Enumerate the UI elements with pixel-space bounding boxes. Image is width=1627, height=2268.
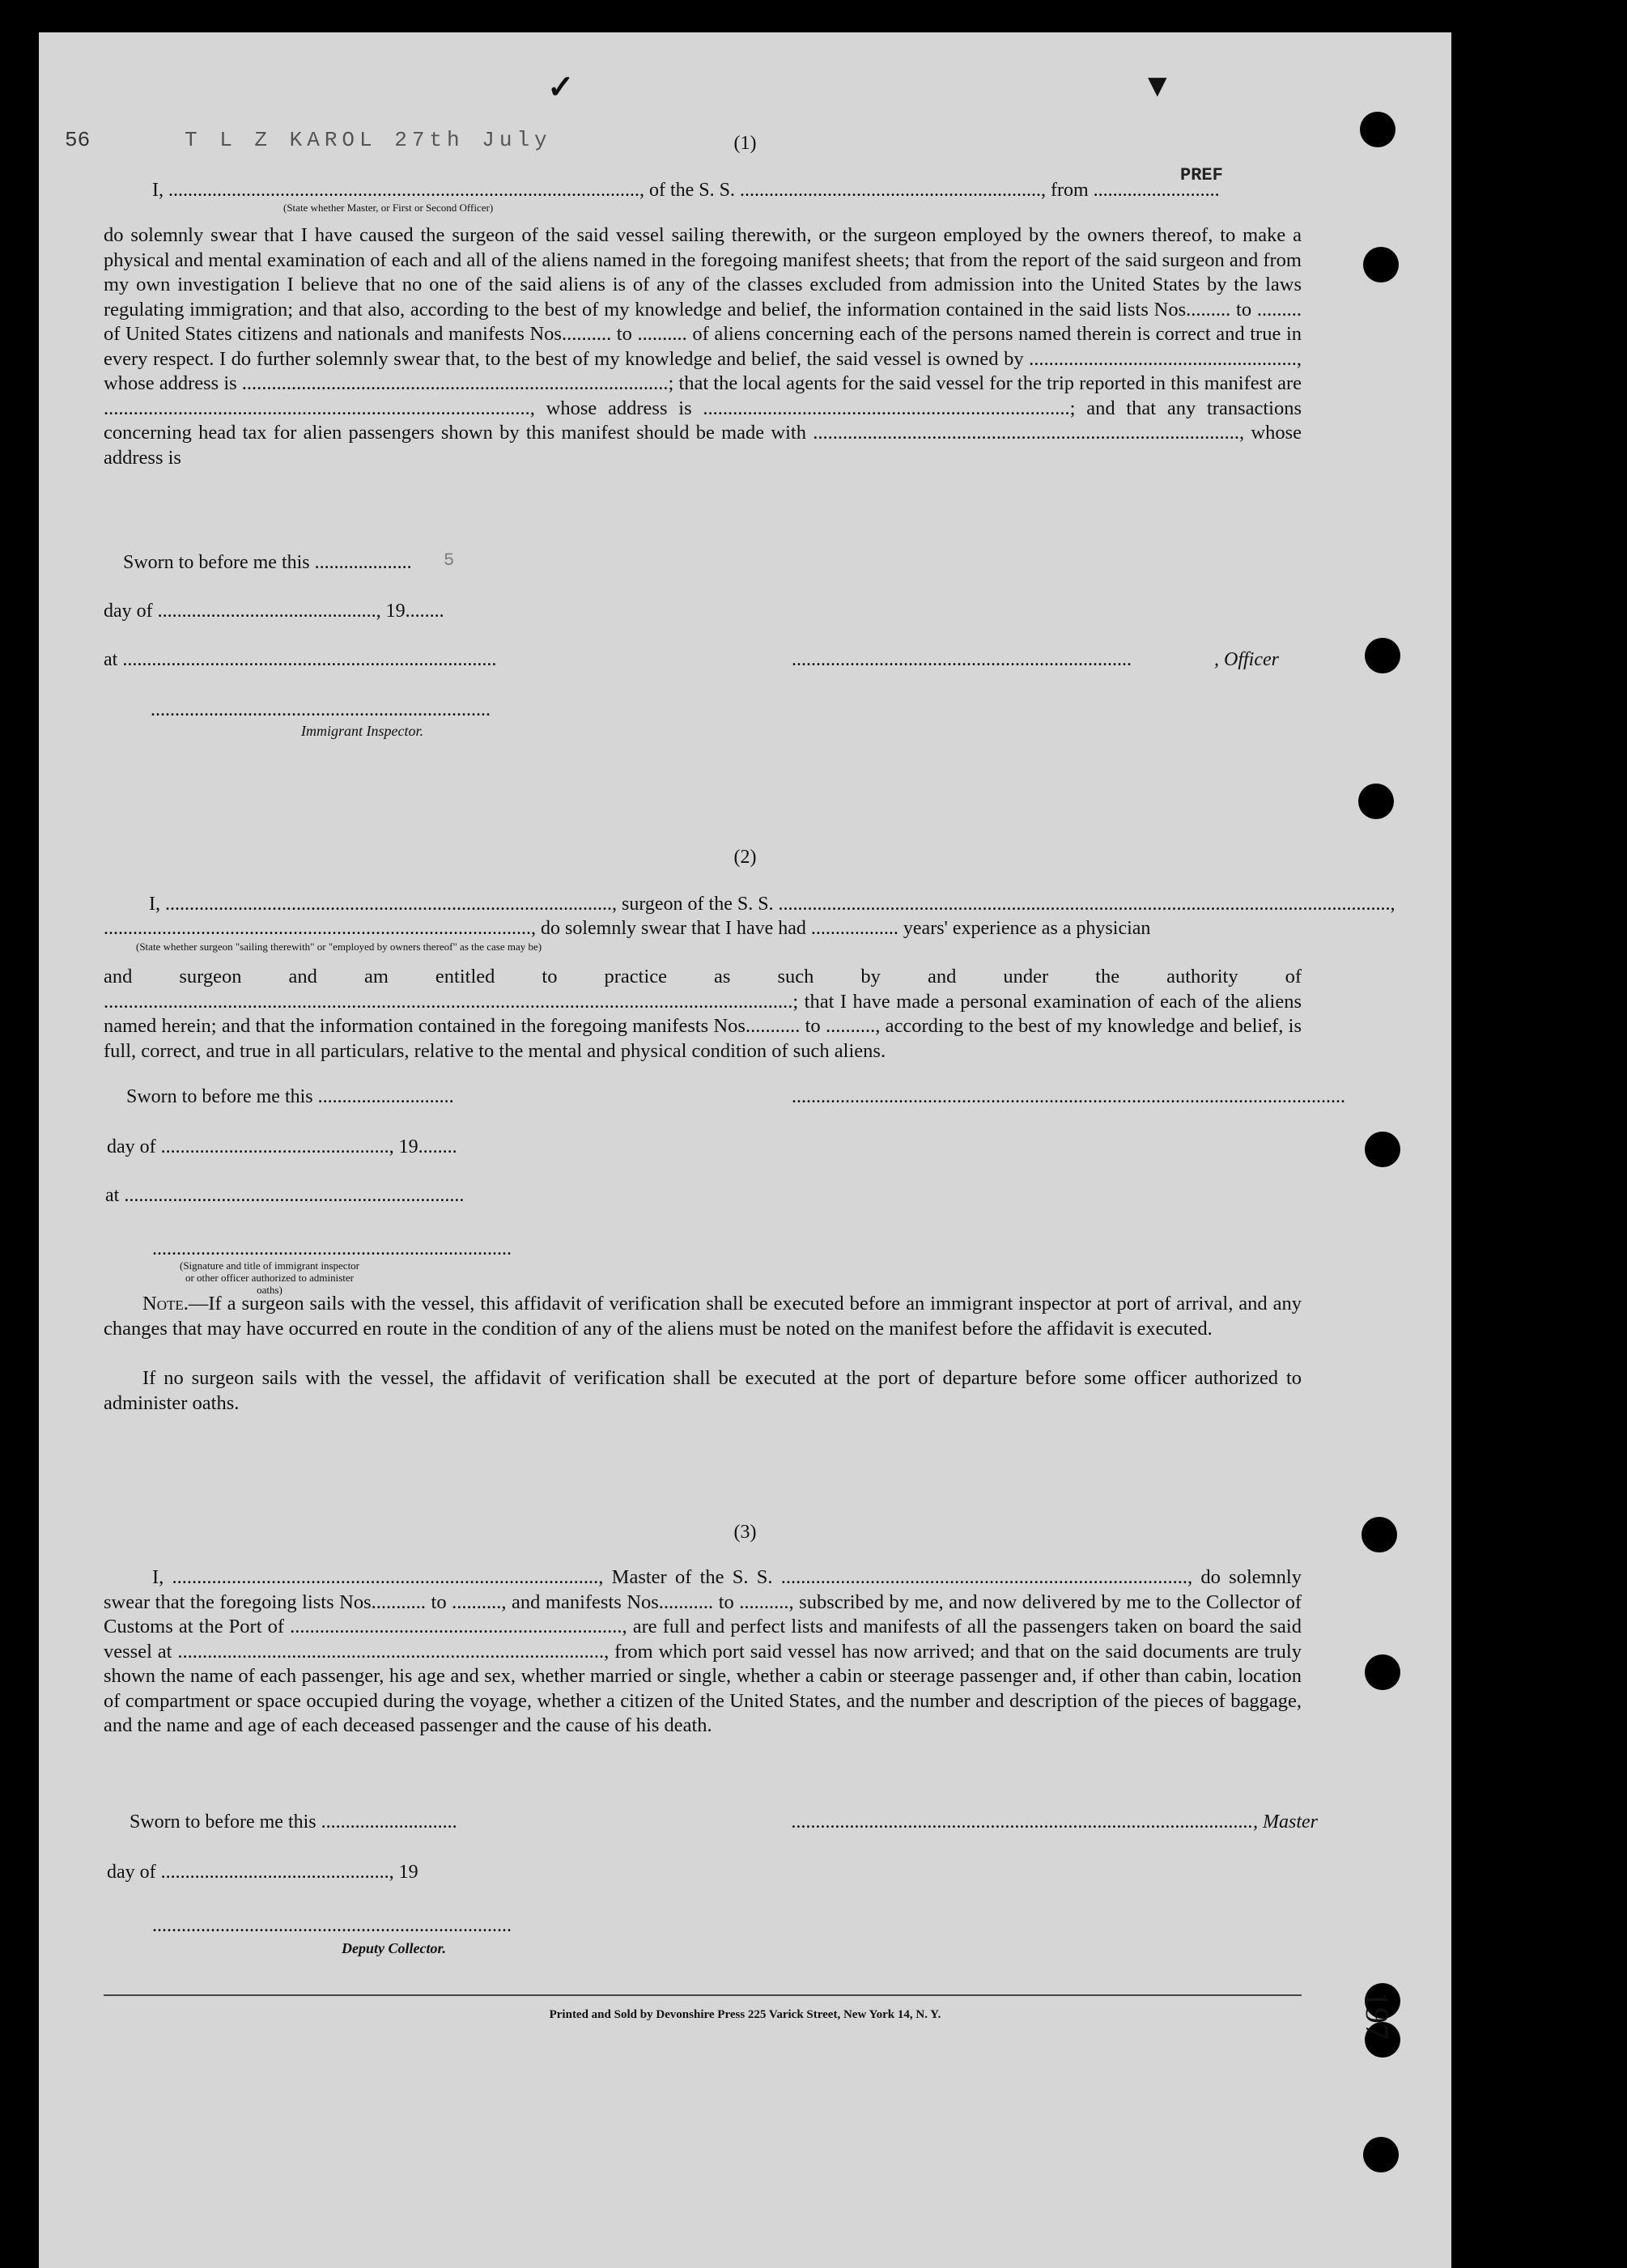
stamp-pref: PREF <box>1180 165 1223 185</box>
note-paragraph <box>104 1292 1302 1341</box>
signature-caption: (Signature and title of immigrant inspector or other officer authorized to administer oaths) <box>179 1259 360 1296</box>
master-signature-line: ..............................................................................................., Master <box>792 1811 1318 1833</box>
stamp-sworn-day: 5 <box>444 550 455 571</box>
section-2-line-1: I, ............................................................................................, surgeon of the S. S. .............................................................................................................................., <box>149 894 1395 915</box>
printer-credit: Printed and Sold by Devonshire Press 225 Varick Street, New York 14, N. Y. <box>549 2008 941 2021</box>
section-2-number: (2) <box>733 847 757 868</box>
day-of-line-1: day of ............................................., 19........ <box>104 601 444 622</box>
section-2-body: and surgeon and am entitled to practice as such by and under the authority of ...........................................................................................................................................; that I have made a personal examination of each of the aliens named herein; and that the information contained in the foregoing manifests Nos........... to .........., according to the best of my knowledge and belief, is full, correct, and true in all particulars, relative to the mental and physical condition of such aliens. <box>104 966 1302 1062</box>
section-1-line: I, ................................................................................................., of the S. S. .............................................................., from .......................... <box>152 180 1220 201</box>
inspector-signature-line: ...................................................................... <box>151 699 491 720</box>
manifest-page <box>39 32 1451 2268</box>
at-line-2: at ...................................................................... <box>105 1185 465 1206</box>
corner-mark: ✓ <box>547 69 575 105</box>
sworn-line-1: Sworn to before me this .................... <box>123 552 412 573</box>
section-1-hint: (State whether Master, or First or Second Officer) <box>283 202 494 214</box>
section-3-body: I, ......................................................................................, Master of the S. S. .................................................................................., do solemnly swear that the foregoing lists Nos........... to .........., and manifests Nos........... to .........., subscribed by me, and now delivered by me to the Collector of Customs at the Port of ..................................................................., are full and perfect lists and manifests of all the passengers taken on board the said vessel at ......................................................................................, from which port said vessel has now arrived; and that on the said documents are truly shown the name of each passenger, his age and sex, whether married or single, whether a cabin or steerage passenger and, if other than cabin, location of compartment or space occupied during the voyage, whether a citizen of the United States, and the number and description of the pieces of baggage, and the name and age of each deceased passenger and the cause of his death. <box>104 1566 1302 1736</box>
punch-hole <box>1363 2137 1399 2172</box>
inspector-signature-line-2: .......................................................................... <box>152 1238 512 1259</box>
section-2-line-2: ........................................................................................, do solemnly swear that I have had .................. years' experience as a physician <box>104 918 1151 939</box>
punch-hole <box>1365 638 1400 673</box>
note-paragraph-2: If no surgeon sails with the vessel, the affidavit of verification shall be executed at the port of departure before some officer authorized to administer oaths. <box>104 1367 1302 1414</box>
punch-hole <box>1358 784 1394 819</box>
day-of-line-2: day of ..............................................., 19........ <box>107 1136 457 1157</box>
officer-signature-line: ...................................................................... <box>792 649 1132 670</box>
stamp-vessel-date: T L Z KAROL 27th July <box>185 128 552 152</box>
note-label: Note. <box>142 1293 189 1315</box>
note-text: —If a surgeon sails with the vessel, this affidavit of verification shall be executed before an immigrant inspector at port of arrival, and any changes that may have occurred en route in the condition of any of the aliens must be noted on the manifest before the affidavit is executed. <box>104 1293 1302 1340</box>
sworn-line-2: Sworn to before me this ............................ <box>126 1086 454 1107</box>
collector-label: Deputy Collector. <box>342 1940 446 1956</box>
sworn-line-3: Sworn to before me this ............................ <box>130 1811 457 1833</box>
punch-hole <box>1365 1654 1400 1690</box>
corner-mark: ▼ <box>1141 67 1174 104</box>
inspector-label: Immigrant Inspector. <box>301 723 423 739</box>
section-1-body: do solemnly swear that I have caused the surgeon of the said vessel sailing therewith, or the surgeon employed by the owners thereof, to make a physical and mental examination of each and all of the aliens named in the foregoing manifest sheets; that from the report of the said surgeon and from my own investigation I believe that no one of the said aliens is of any of the classes excluded from admission into the United States by the laws regulating immigration; and that also, according to the best of my knowledge and belief, the information contained in the said lists Nos......... to ......... of United States citizens and nationals and manifests Nos.......... to .......... of aliens concerning each of the persons named therein is correct and true in every respect. I do further solemnly swear that, to the best of my knowledge and belief, the said vessel is owned by ......................................................, whose address is ......................................................................................; that the local agents for the said vessel for the trip reported in this manifest are ......................................................................................, whose address is ..........................................................................; and that any transactions concerning head tax for alien passengers shown by this manifest should be made with ......................................................................................, whose address is <box>104 224 1302 469</box>
surgeon-signature-line: .................................................................................................................. <box>792 1086 1345 1107</box>
day-of-line-3: day of ..............................................., 19 <box>107 1862 418 1883</box>
punch-hole <box>1363 247 1399 282</box>
punch-hole <box>1365 1132 1400 1167</box>
at-line-1: at ............................................................................. <box>104 649 497 670</box>
footer-rule <box>104 1994 1302 1996</box>
section-1-number: (1) <box>733 133 757 154</box>
margin-note: 197 <box>1359 1991 1395 2040</box>
officer-label: , Officer <box>1214 649 1279 670</box>
section-3-number: (3) <box>733 1522 757 1543</box>
stamp-number: 56 <box>65 128 91 152</box>
section-2-hint: (State whether surgeon "sailing therewith" or "employed by owners thereof" as the case may be) <box>136 941 542 953</box>
collector-signature-line: .......................................................................... <box>152 1915 512 1936</box>
